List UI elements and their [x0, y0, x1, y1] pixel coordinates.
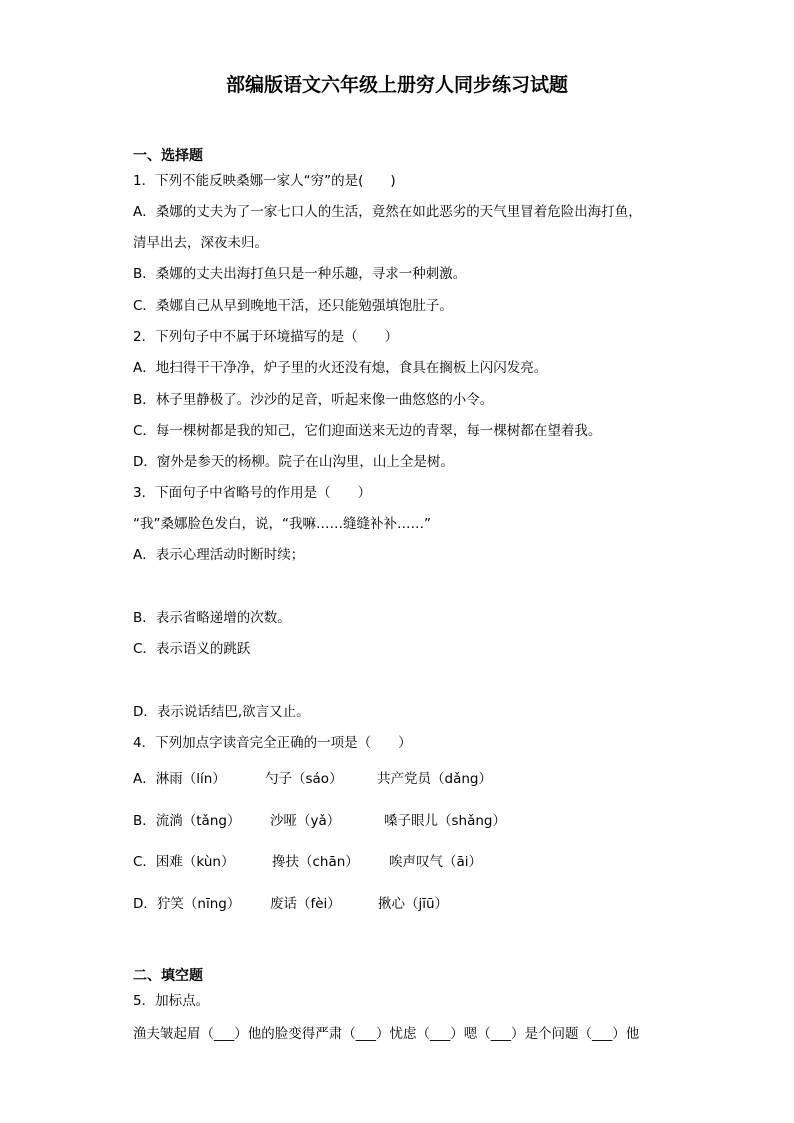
- option-part: 沙哑（yǎ）: [270, 813, 341, 829]
- question-2-stem: 2．下列句子中不属于环境描写的是（ ）: [133, 329, 399, 345]
- question-3-option-a: A．表示心理活动时断时续；: [133, 547, 305, 563]
- question-1-option-a: A．桑娜的丈夫为了一家七口人的生活，竟然在如此恶劣的天气里冒着危险出海打鱼，: [133, 204, 642, 220]
- question-3-option-c: C．表示语义的跳跃: [133, 641, 251, 657]
- question-1-option-c: C．桑娜自己从早到晚地干活，还只能勉强填饱肚子。: [133, 298, 453, 314]
- question-5-text: 渔夫皱起眉（___）他的脸变得严肃（___）忧虑（___）嗯（___）是个问题（___）他: [133, 1026, 640, 1042]
- option-part: 唉声叹气（āi）: [389, 854, 483, 870]
- question-3-option-d: D．表示说话结巴,欲言又止。: [133, 704, 310, 720]
- question-4-option-a: [133, 770, 492, 788]
- question-2-option-b: B．林子里静极了。沙沙的足音，听起来像一曲悠悠的小令。: [133, 392, 494, 408]
- question-1-stem: 1．下列不能反映桑娜一家人“穷”的是( ): [133, 173, 396, 189]
- section-heading-choice: 一、选择题: [133, 148, 203, 164]
- question-3-option-b: B．表示省略递增的次数。: [133, 610, 291, 626]
- question-5-stem: 5．加标点。: [133, 993, 210, 1009]
- option-part: D．狞笑（nīng）: [133, 896, 241, 912]
- option-part: 勺子（sáo）: [265, 771, 343, 787]
- question-2-option-d: D．窗外是参天的杨柳。院子在山沟里，山上全是树。: [133, 454, 454, 470]
- option-part: 搀扶（chān）: [272, 854, 359, 870]
- option-part: 嗓子眼儿（shǎng）: [384, 813, 506, 829]
- question-3-quote: “我”桑娜脸色发白，说，“我嘛……缝缝补补……”: [133, 516, 431, 532]
- option-part: A．淋雨（lín）: [133, 771, 226, 787]
- question-4-option-b: [133, 812, 506, 830]
- option-part: 废话（fèi）: [270, 896, 341, 912]
- option-part: 共产党员（dǎng）: [377, 771, 492, 787]
- question-1-option-a-cont: 清早出去，深夜未归。: [133, 235, 268, 251]
- question-3-stem: 3．下面句子中省略号的作用是（ ）: [133, 485, 372, 501]
- page-title: 部编版语文六年级上册穷人同步练习试题: [225, 74, 568, 96]
- option-part: C．困难（kùn）: [133, 854, 235, 870]
- question-4-option-c: [133, 853, 482, 871]
- question-2-option-a: A．地扫得干干净净，炉子里的火还没有熄，食具在搁板上闪闪发亮。: [133, 360, 548, 376]
- question-4-stem: 4．下列加点字读音完全正确的一项是（ ）: [133, 735, 412, 751]
- option-part: 揪心（jīū）: [378, 896, 449, 912]
- question-2-option-c: C．每一棵树都是我的知己，它们迎面送来无边的青翠，每一棵树都在望着我。: [133, 423, 602, 439]
- question-1-option-b: B．桑娜的丈夫出海打鱼只是一种乐趣，寻求一种刺激。: [133, 266, 467, 282]
- question-4-option-d: [133, 895, 448, 913]
- section-heading-fill: 二、填空题: [133, 968, 203, 984]
- option-part: B．流淌（tǎng）: [133, 813, 241, 829]
